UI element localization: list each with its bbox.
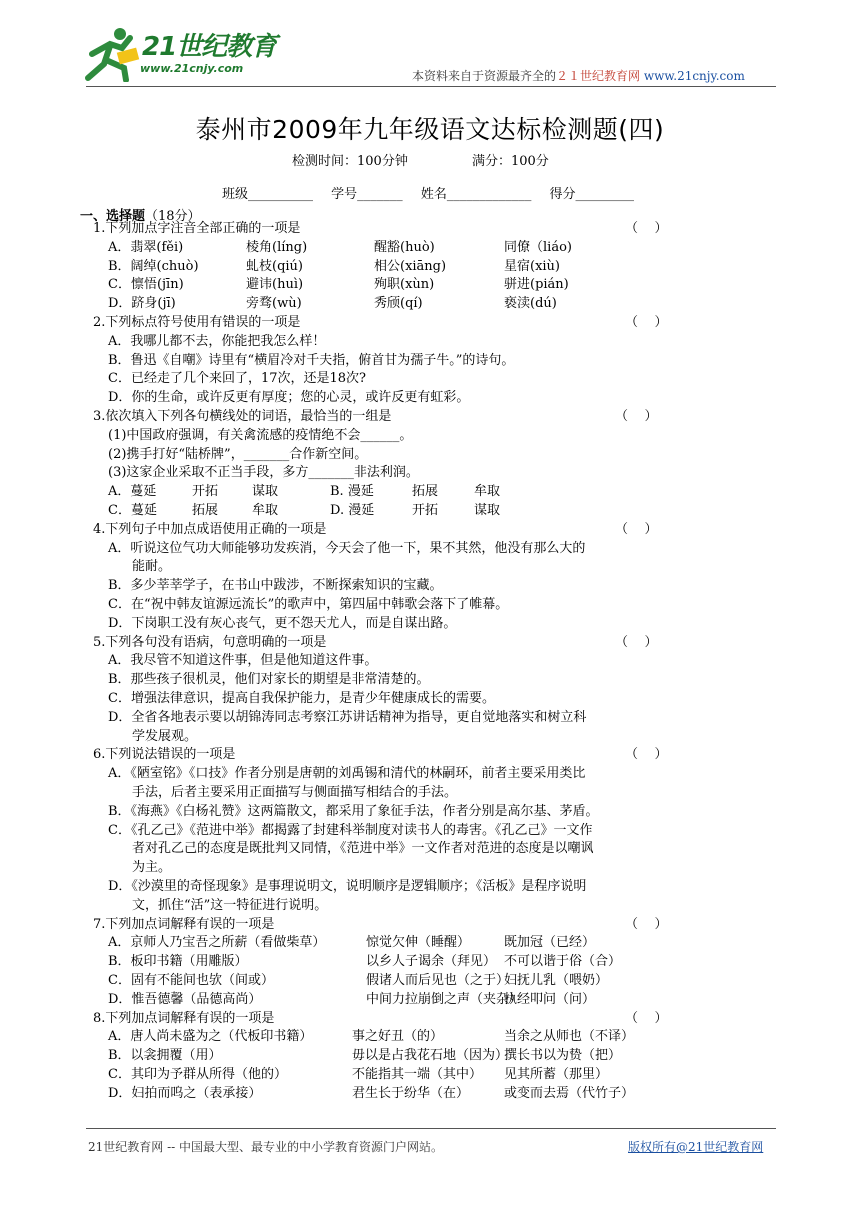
option-line: 文，抓住“活”这一特征进行说明。 — [132, 897, 328, 913]
option-item: 谋取 — [252, 484, 279, 500]
option-item: 拓展 — [192, 503, 219, 518]
option-item: D. 漫延 — [330, 503, 375, 518]
option-line: D．《沙漠里的奇怪现象》是事理说明文，说明顺序是逻辑顺序；《活板》是程序说明 — [108, 879, 587, 894]
option-item: D．妇拍而呜之（表承接） — [108, 1085, 262, 1101]
option-item: 毋以是占我花石地（因为） — [352, 1048, 509, 1064]
option-item: C．懔悟(jīn) — [108, 277, 184, 293]
question-stem: 2.下列标点符号使用有错误的一项是 — [93, 315, 301, 330]
option-item: 君生长于纷华（在） — [352, 1085, 470, 1101]
option-item: B．阔绰(chuò) — [108, 258, 199, 274]
copyright-link[interactable]: 版权所有@21世纪教育网 — [628, 1140, 764, 1154]
question-stem: 8.下列加点词解释有误的一项是 — [93, 1010, 275, 1026]
answer-blank: （ ） — [615, 521, 658, 537]
option-line: A．我哪儿都不去，你能把我怎么样！ — [108, 333, 326, 349]
option-item: B．以衾拥覆（用） — [108, 1048, 222, 1064]
option-line: A．听说这位气功大师能够功发疾消，今天会了他一下，果不其然，他没有那么大的 — [108, 540, 586, 556]
option-line: C．在“祝中韩友谊源远流长”的歌声中，第四届中韩歌会落下了帷幕。 — [108, 597, 509, 612]
option-item: 以乡人子谒余（拜见） — [366, 954, 497, 970]
option-item: 中间力拉崩倒之声（夹杂） — [366, 991, 523, 1007]
option-line: 为主。 — [132, 860, 172, 876]
option-item: 开拓 — [412, 503, 439, 518]
option-item: 旁骛(wù) — [246, 296, 302, 312]
footer-divider — [86, 1128, 776, 1129]
runner-logo-icon — [80, 24, 142, 82]
option-item: 既加冠（已经） — [504, 935, 596, 951]
option-line: C．已经走了几个来回了，17次，还是18次? — [108, 371, 367, 387]
option-item: A．蔓延 — [108, 484, 157, 500]
option-item: 执经叩问（问） — [504, 991, 596, 1007]
exam-score: 满分：100分 — [471, 154, 549, 169]
option-item: 惊觉欠伸（睡醒） — [366, 935, 471, 951]
option-item: 星宿(xiù) — [504, 258, 561, 274]
footer-text: 21世纪教育网 -- 中国最大型、最专业的中小学教育资源门户网站。 — [88, 1140, 444, 1154]
option-line: 学发展观。 — [132, 728, 198, 744]
answer-blank: （ ） — [625, 221, 668, 236]
question-stem: 5.下列各句没有语病，句意明确的一项是 — [93, 634, 327, 650]
header-site-name[interactable]: ２１世纪教育网 — [556, 69, 641, 83]
option-line: D．下岗职工没有灰心丧气，更不怨天尤人，而是自谋出路。 — [108, 615, 457, 631]
question-stem: 4.下列句子中加点成语使用正确的一项是 — [93, 521, 327, 537]
field-class[interactable]: 班级__________ — [222, 187, 314, 202]
option-item: A．唐人尚未盛为之（代板印书籍） — [108, 1029, 313, 1045]
option-line: B．鲁迅《自嘲》诗里有“横眉冷对千夫指，俯首甘为孺子牛。”的诗句。 — [108, 352, 515, 368]
option-line: (3)这家企业采取不正当手段，多方_______非法利润。 — [108, 465, 419, 481]
option-item: D．跻身(jī) — [108, 296, 176, 312]
option-line: (2)携手打好“陆桥牌”，_______合作新空间。 — [108, 446, 368, 462]
option-item: 秀颀(qí) — [374, 296, 423, 312]
exam-time: 检测时间：100分钟 — [292, 154, 408, 169]
option-item: 拓展 — [412, 484, 439, 500]
option-line: D．全省各地表示要以胡锦涛同志考察江苏讲话精神为指导，更自觉地落实和树立科 — [108, 709, 587, 725]
option-item: C．蔓延 — [108, 503, 157, 518]
page-title: 泰州市2009年九年级语文达标检测题(四) — [195, 115, 665, 144]
option-item: C．其印为予群从所得（他的） — [108, 1067, 287, 1082]
option-line: B．那些孩子很机灵，他们对家长的期望是非常清楚的。 — [108, 672, 430, 688]
field-name[interactable]: 姓名_____________ — [420, 187, 532, 202]
answer-blank: （ ） — [625, 916, 668, 932]
option-item: 殉职(xùn) — [374, 277, 435, 293]
option-line: C．增强法律意识，提高自我保护能力，是青少年健康成长的需要。 — [108, 691, 495, 706]
question-stem: 6.下列说法错误的一项是 — [93, 747, 236, 763]
option-item: 不能指其一端（其中） — [352, 1067, 483, 1082]
option-item: 亵渎(dú) — [504, 296, 557, 312]
answer-blank: （ ） — [625, 315, 668, 330]
option-line: 能耐。 — [132, 559, 172, 575]
question-stem: 7.下列加点词解释有误的一项是 — [93, 916, 275, 932]
answer-blank: （ ） — [615, 634, 658, 650]
option-item: 撰长书以为贽（把） — [504, 1048, 622, 1064]
header-site-url[interactable]: www.21cnjy.com — [643, 69, 745, 83]
option-item: 当余之从师也（不译） — [504, 1029, 635, 1045]
option-item: 不可以谐于俗（合） — [504, 954, 622, 970]
option-line: A．《陋室铭》《口技》作者分别是唐朝的刘禹锡和清代的林嗣环，前者主要采用类比 — [108, 766, 586, 782]
option-line: D．你的生命，或许反更有厚度；您的心灵，或许反更有虹彩。 — [108, 390, 470, 406]
option-item: 谋取 — [474, 503, 501, 518]
header-divider — [86, 86, 776, 87]
option-item: 见其所蓄（那里） — [504, 1067, 609, 1082]
option-item: 醒豁(huò) — [374, 239, 435, 255]
option-item: 骈进(pián) — [504, 277, 569, 293]
exam-meta — [292, 150, 549, 169]
option-line: B．《海燕》《白杨礼赞》这两篇散文，都采用了象征手法，作者分别是高尔基、茅盾。 — [108, 803, 599, 819]
option-line: C．《孔乙己》《范进中举》都揭露了封建科举制度对读书人的毒害。《孔乙己》一文作 — [108, 822, 593, 838]
option-item: 开拓 — [192, 484, 219, 500]
section-points: （18分） — [145, 209, 201, 224]
answer-blank: （ ） — [625, 1010, 668, 1026]
option-line: 手法，后者主要采用正面描写与侧面描写相结合的手法。 — [132, 785, 458, 800]
logo-text: 21世纪教育 — [142, 32, 277, 62]
logo-url: www.21cnjy.com — [140, 62, 244, 75]
field-score[interactable]: 得分_________ — [549, 187, 634, 202]
logo — [80, 24, 290, 84]
option-item: 牟取 — [474, 484, 501, 500]
option-item: A．京师人乃宝吾之所薪（看做柴草） — [108, 935, 326, 951]
student-fields — [222, 183, 648, 202]
answer-blank: （ ） — [615, 409, 658, 424]
option-item: 或变而去焉（代竹子） — [504, 1085, 635, 1101]
option-line: B．多少莘莘学子，在书山中跋涉，不断探索知识的宝藏。 — [108, 578, 443, 594]
option-item: B. 漫延 — [330, 484, 374, 500]
question-stem: 1.下列加点字注音全部正确的一项是 — [93, 221, 301, 236]
header-note — [412, 67, 745, 84]
option-item: 避讳(huì) — [246, 277, 304, 293]
section-label: 一、选择题 — [80, 209, 146, 224]
option-item: A．翡翠(fěi) — [108, 239, 184, 255]
option-item: B．板印书籍（用雕版） — [108, 954, 248, 970]
option-item: C．固有不能间也欤（间或） — [108, 973, 274, 988]
option-item: 棱角(líng) — [246, 239, 308, 255]
field-number[interactable]: 学号_______ — [331, 187, 403, 202]
option-item: D．惟吾德馨（品德高尚） — [108, 991, 262, 1007]
answer-blank: （ ） — [625, 747, 668, 763]
option-line: (1)中国政府强调，有关禽流感的疫情绝不会______。 — [108, 427, 413, 443]
option-item: 同僚（liáo) — [504, 239, 572, 255]
option-item: 相公(xiāng) — [374, 258, 447, 274]
option-item: 假诸人而后见也（之于） — [366, 973, 510, 988]
option-line: 者对孔乙己的态度是既批判又同情，《范进中举》一文作者对范进的态度是以嘲讽 — [132, 841, 594, 857]
option-item: 虬枝(qiú) — [246, 258, 303, 274]
option-item: 事之好丑（的） — [352, 1029, 444, 1045]
option-item: 妇抚儿乳（喂奶） — [504, 973, 609, 988]
option-item: 牟取 — [252, 503, 279, 518]
header-note-text: 本资料来自于资源最齐全的 — [412, 69, 557, 83]
option-line: A．我尽管不知道这件事，但是他知道这件事。 — [108, 653, 378, 669]
question-stem: 3.依次填入下列各句横线处的词语，最恰当的一组是 — [93, 409, 392, 424]
